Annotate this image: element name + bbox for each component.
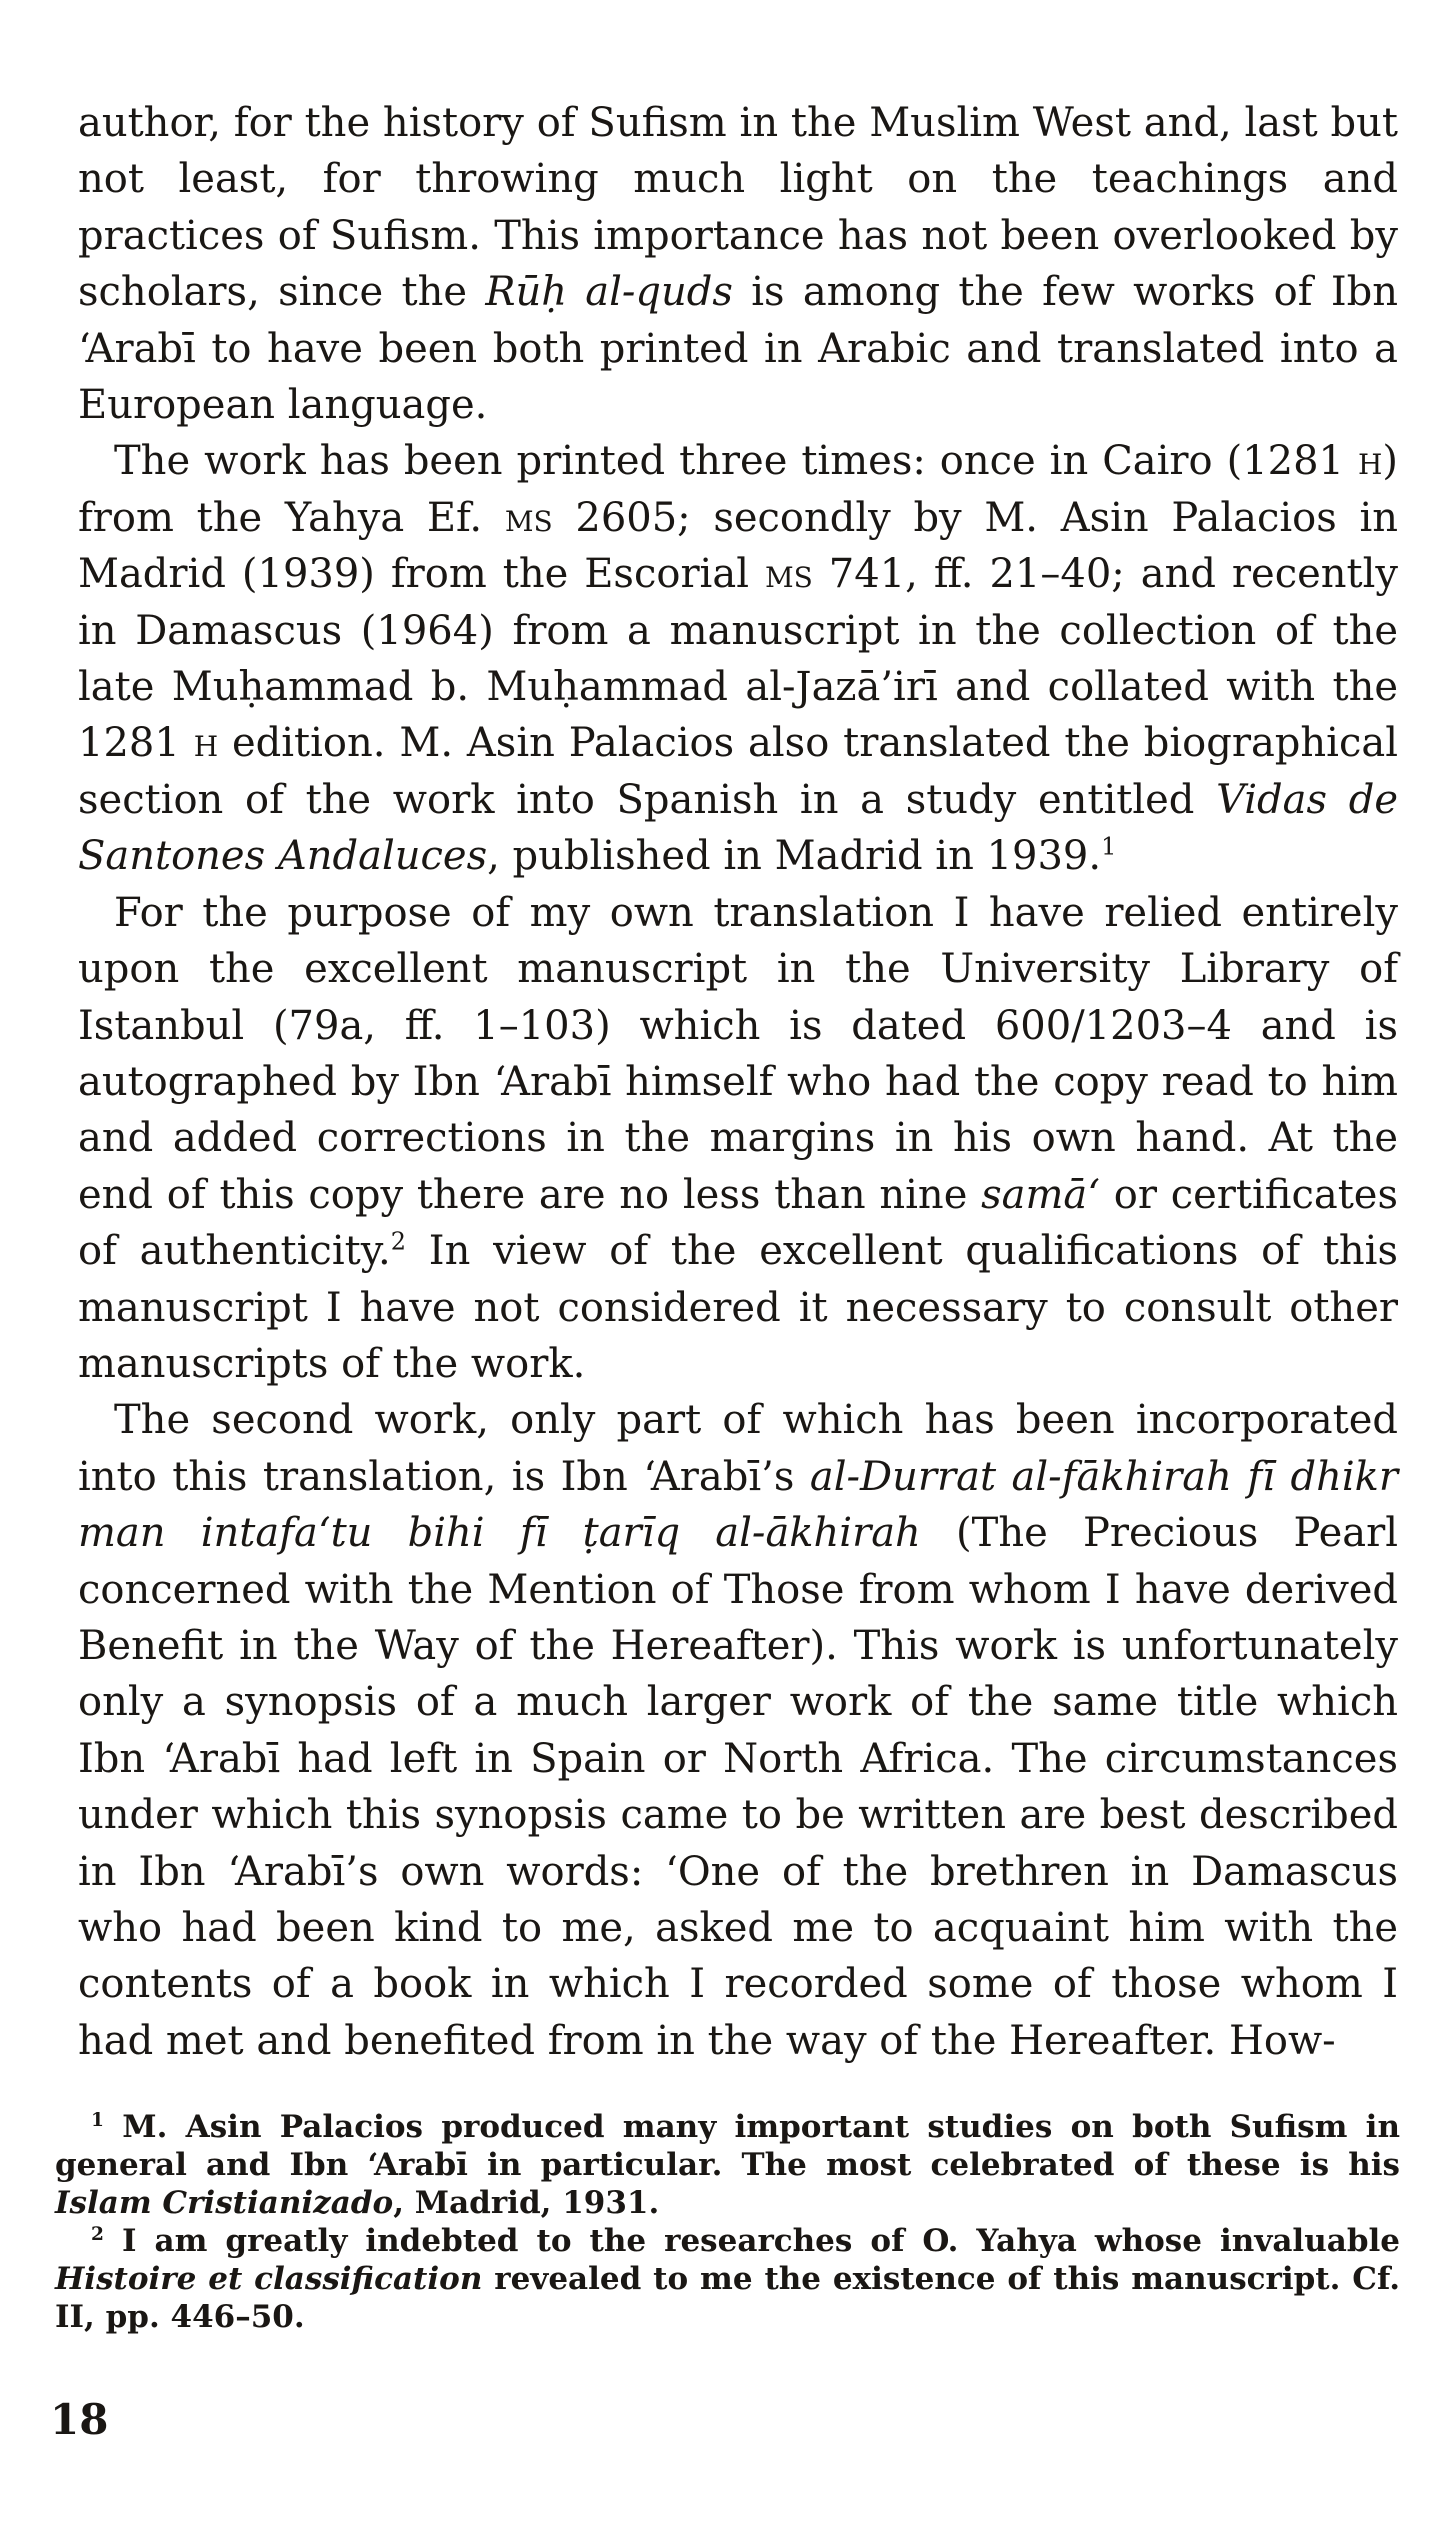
text-run: ) from the Yahya Ef. [78,438,1398,541]
text-run: , published in Madrid in 1939. [487,833,1102,880]
footnotes [55,2108,1400,2336]
paragraph-2 [78,433,1398,884]
text-run: 741, ff. 21–40; and recently in Damascus (1964) from a manuscript in the collection of the late Muḥammad b. Muḥammad al-Jazā’irī and collated with the 1281 [78,551,1398,767]
italic-text: Histoire et classification [55,2261,483,2297]
text-run: author, for the history of Sufism in the Muslim West and, last but not least, for throwing much light on the teachings and practices of Sufism. This importance has not been overlooked by scholars, since the [78,100,1398,316]
small-caps-text: h [1357,438,1383,485]
text-run: or certificates of authenticity. [78,1171,1398,1275]
text-run: (The Precious Pearl concerned with the Mention of Those from whom I have derived Benefit in the Way of the Hereafter). This work is unfortunately only a synopsis of a much larger work of the same title which Ibn ‘Arabī had left in Spain or North Africa. The circumstances under which this synopsis came to be written are best described in Ibn ‘Arabī’s own words: ‘One of the brethren in Damascus who had been kind to me, asked me to acquaint him with the contents of a book in which I recorded some of those whom I had met and benefited from in the way of the Hereafter. How- [78,1510,1398,2064]
text-run: M. Asin Palacios produced many important studies on both Sufism in general and Ibn ‘Arabī in particular. The most celebrated of these is his [55,2109,1400,2183]
body-text [78,95,1398,2069]
text-run: , Madrid, 1931. [393,2185,660,2221]
text-run: edition. M. Asin Palacios also translated the biographical section of the work into Spanish in a study entitled [78,720,1399,823]
page-number: 18 [50,2395,109,2444]
paragraph-4 [78,1392,1398,2069]
footnote-1 [55,2108,1400,2222]
italic-text: samā‘ [981,1171,1100,1218]
small-caps-text: h [193,720,219,767]
italic-text: Rūḥ al-quds [485,269,733,316]
text-run: In view of the excellent qualifications of this manuscript I have not considered it necessary to consult other manuscripts of the work. [78,1228,1398,1387]
italic-text: Vidas de Santones Andaluces [78,776,1398,880]
footnote-marker: 1 [91,2109,104,2131]
footnote-marker: 1 [1101,832,1117,861]
text-run: The second work, only part of which has been incorporated into this translation, is Ibn ‘Arabī’s [78,1397,1398,1500]
text-run: For the purpose of my own translation I have relied entirely upon the excellent manuscript in the University Library of Istanbul (79a, ff. 1–103) which is dated 600/1203–4 and is autographed by Ibn ‘Arabī himself who had the copy read to him and added corrections in the margins in his own hand. At the end of this copy there are no less than nine [78,889,1398,1218]
italic-text: Islam Cristianizado [55,2185,394,2221]
text-run: I am greatly indebted to the researches of O. Yahya whose invaluable [103,2223,1400,2259]
footnote-2 [55,2222,1400,2336]
text-run: 2605; secondly by M. Asin Palacios in Madrid (1939) from the Escorial [78,494,1398,598]
paragraph-1 [78,95,1398,433]
small-caps-text: ms [504,494,553,541]
footnote-marker: 2 [390,1227,406,1256]
paragraph-3 [78,885,1398,1393]
footnote-marker: 2 [91,2223,104,2245]
italic-text: al-Durrat al-fākhirah fī dhikr man intafa‘tu bihi fī ṭarīq al-ākhirah [78,1453,1398,1557]
text-run: The work has been printed three times: once in Cairo (1281 [114,438,1358,485]
text-run: revealed to me the existence of this manuscript. Cf. II, pp. 446–50. [55,2261,1400,2335]
text-run: is among the few works of Ibn ‘Arabī to have been both printed in Arabic and translated into a European language. [78,269,1398,429]
small-caps-text: ms [764,551,813,598]
